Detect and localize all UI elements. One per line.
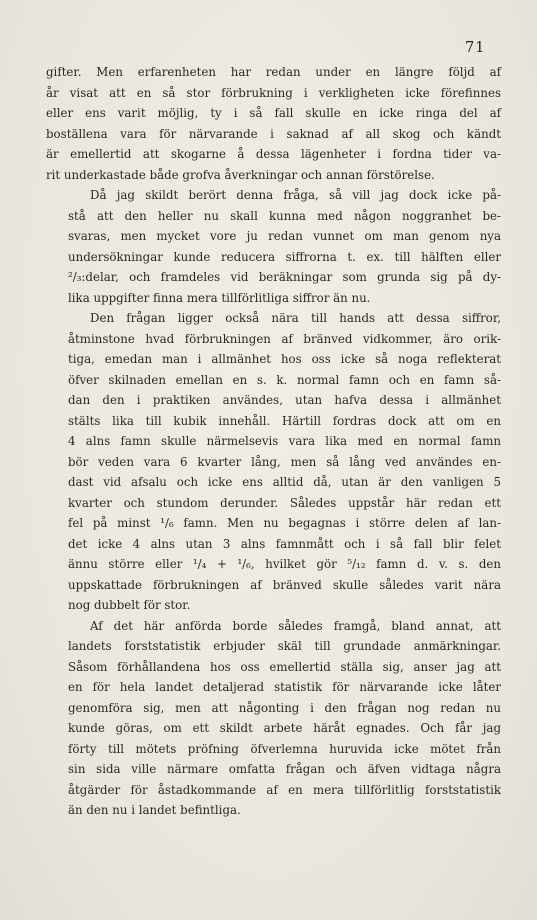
text-line: förty till mötets pröfning öfverlemna huruvida icke mötet från (68, 741, 501, 756)
text-line: än den nu i landet befintliga. (68, 803, 241, 817)
text-line: undersökningar kunde reducera siffrorna t. ex. till hälften eller (68, 249, 501, 264)
text-line: Då jag skildt berört denna fråga, så vill jag dock icke på- (90, 188, 501, 202)
text-line: ²/₃:delar, och framdeles vid beräkningar som grunda sig på dy- (68, 270, 501, 284)
text-line: lika uppgifter finna mera tillförlitliga siffror än nu. (68, 290, 371, 305)
text-line: eller ens varit möjlig, ty i så fall skulle en icke ringa del af (46, 106, 501, 120)
text-line: uppskattade förbrukningen af bränved skulle således varit nära (68, 577, 501, 592)
text-line: dast vid afsalu och icke ens alltid då, utan är den vanligen 5 (68, 475, 501, 489)
body-text (46, 62, 501, 821)
text-line: kvarter och stundom derunder. Således uppstår här redan ett (68, 495, 501, 510)
text-line: landets forststatistik erbjuder skäl till grundade anmärkningar. (68, 639, 501, 653)
text-line: kunde göras, om ett skildt arbete häråt egnades. Och får jag (68, 721, 501, 735)
text-line: dan den i praktiken användes, utan hafva dessa i allmänhet (68, 393, 501, 407)
text-line: Den frågan ligger också nära till hands att dessa siffror, (90, 311, 501, 325)
paragraph (46, 308, 501, 616)
text-line: tiga, emedan man i allmänhet hos oss icke så noga reflekterat (68, 352, 501, 366)
text-line: öfver skilnaden emellan en s. k. normal famn och en famn så- (68, 372, 501, 387)
text-line: Af det här anförda borde således framgå, bland annat, att (90, 618, 501, 633)
paragraph (46, 185, 501, 308)
text-line: år visat att en så stor förbrukning i verkligheten icke förefinnes (46, 85, 501, 100)
page-number: 71 (464, 38, 485, 56)
text-line: rit underkastade både grofva åverkningar och annan förstörelse. (46, 167, 435, 182)
text-line: sin sida ville närmare omfatta frågan och äfven vidtaga några (68, 762, 501, 776)
paragraph (46, 62, 501, 185)
paragraph (46, 616, 501, 821)
text-line: Såsom förhållandena hos oss emellertid ställa sig, anser jag att (68, 659, 501, 674)
text-line: det icke 4 alns utan 3 alns famnmått och i så fall blir felet (68, 536, 501, 551)
text-line: 4 alns famn skulle närmelsevis vara lika med en normal famn (68, 434, 501, 448)
text-line: svaras, men mycket vore ju redan vunnet om man genom nya (68, 229, 501, 243)
text-line: stå att den heller nu skall kunna med någon noggranhet be- (68, 208, 501, 223)
text-line: en för hela landet detaljerad statistik för närvarande icke låter (68, 680, 501, 694)
text-line: bör veden vara 6 kvarter lång, men så lång ved användes en- (68, 454, 501, 469)
text-line: gifter. Men erfarenheten har redan under en längre följd af (46, 65, 501, 79)
text-line: boställena vara för närvarande i saknad af all skog och kändt (46, 126, 501, 141)
text-line: åtgärder för åstadkommande af en mera tillförlitlig forststatistik (68, 782, 501, 797)
text-line: stälts lika till kubik innehåll. Härtill fordras dock att om en (68, 413, 501, 428)
text-line: åtminstone hvad förbrukningen af bränved vidkommer, äro orik- (68, 331, 501, 346)
text-line: fel på minst ¹/₆ famn. Men nu begagnas i större delen af lan- (68, 516, 501, 530)
text-line: är emellertid att skogarne å dessa lägenheter i fordna tider va- (46, 147, 501, 161)
text-line: ännu större eller ¹/₄ + ¹/₆, hvilket gör ⁵/₁₂ famn d. v. s. den (68, 557, 501, 571)
text-line: nog dubbelt för stor. (68, 598, 191, 612)
text-line: genomföra sig, men att någonting i den frågan nog redan nu (68, 700, 501, 715)
